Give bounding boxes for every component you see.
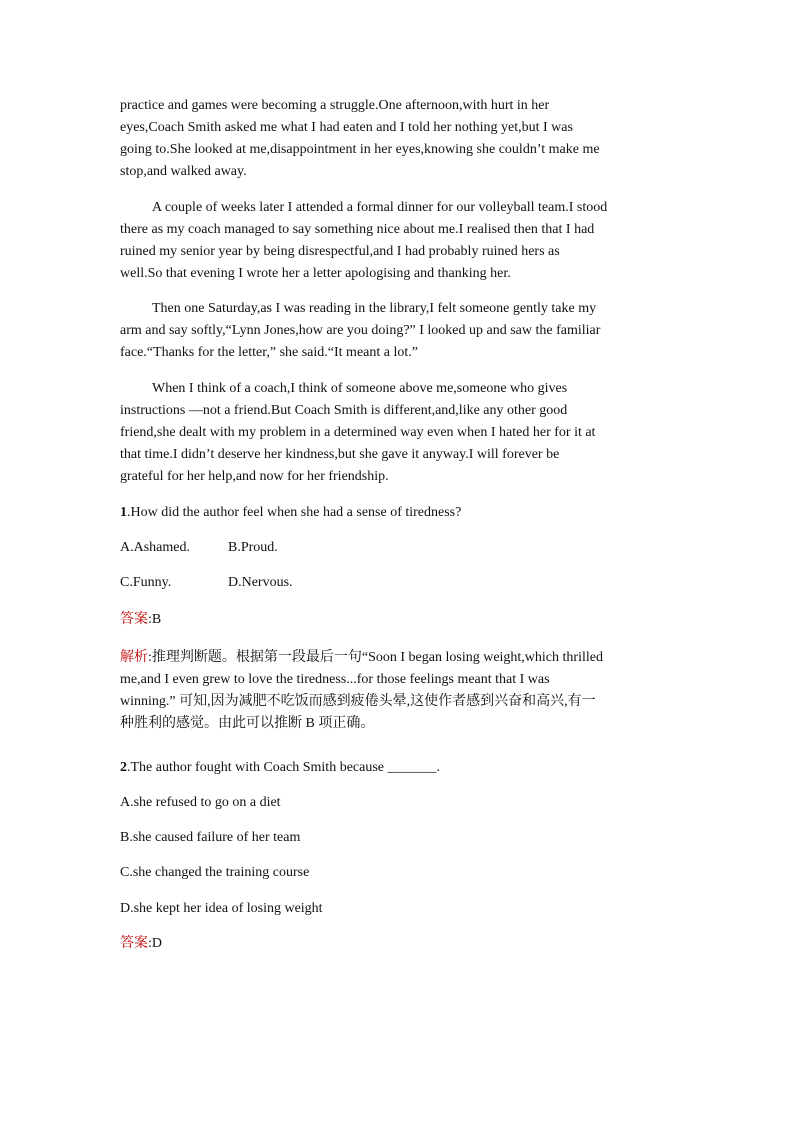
passage-paragraph-4 <box>120 378 676 488</box>
text-line: friend,she dealt with my problem in a determined way even when I hated her for it at <box>120 425 596 440</box>
text-line: going to.She looked at me,disappointment in her eyes,knowing she couldn’t make me <box>120 142 600 157</box>
analysis-text: 种胜利的感觉。由此可以推断 B 项正确。 <box>120 716 375 731</box>
text-line: A couple of weeks later I attended a formal dinner for our volleyball team.I stood <box>152 200 608 215</box>
text-line: face.“Thanks for the letter,” she said.“It meant a lot.” <box>120 345 418 360</box>
passage-paragraph-1 <box>120 95 676 183</box>
text-line: there as my coach managed to say something nice about me.I realised then that I had <box>120 222 595 237</box>
question-number: 1 <box>120 505 127 520</box>
answer-label: 答案 <box>120 936 148 951</box>
text-line: that time.I didn’t deserve her kindness,but she gave it anyway.I will forever be <box>120 447 560 462</box>
answer-value: :D <box>148 936 162 951</box>
passage-paragraph-3 <box>120 298 676 364</box>
text-line: When I think of a coach,I think of someone above me,someone who gives <box>152 381 568 396</box>
answer-value: :B <box>148 612 162 627</box>
text-line: well.So that evening I wrote her a letter apologising and thanking her. <box>120 266 511 281</box>
question-1-options-row-1 <box>120 538 420 558</box>
question-2-option-b: B.she caused failure of her team <box>120 830 301 845</box>
text-line: eyes,Coach Smith asked me what I had eaten and I told her nothing yet,but I was <box>120 120 573 135</box>
question-text: .The author fought with Coach Smith because _______. <box>127 760 440 775</box>
question-1-answer <box>120 610 161 630</box>
question-2-stem <box>120 758 440 778</box>
analysis-text: me,and I even grew to love the tiredness...for those feelings meant that I was <box>120 672 550 687</box>
question-2-option-a: A.she refused to go on a diet <box>120 795 281 810</box>
text-line: Then one Saturday,as I was reading in the library,I felt someone gently take my <box>152 301 597 316</box>
text-line: instructions —not a friend.But Coach Smith is different,and,like any other good <box>120 403 568 418</box>
question-1-analysis <box>120 647 676 735</box>
option-b: B.Proud. <box>228 540 278 555</box>
passage-paragraph-2 <box>120 197 676 285</box>
text-line: practice and games were becoming a struggle.One afternoon,with hurt in her <box>120 98 550 113</box>
question-text: .How did the author feel when she had a sense of tiredness? <box>127 505 462 520</box>
option-a: A.Ashamed. <box>120 540 190 555</box>
question-2-answer <box>120 934 162 954</box>
text-line: ruined my senior year by being disrespectful,and I had probably ruined hers as <box>120 244 560 259</box>
question-number: 2 <box>120 760 127 775</box>
question-1-options-row-2 <box>120 573 420 593</box>
analysis-text: winning.” 可知,因为减肥不吃饭而感到疲倦头晕,这使作者感到兴奋和高兴,有一 <box>120 694 596 709</box>
question-2-option-c: C.she changed the training course <box>120 865 310 880</box>
option-c: C.Funny. <box>120 575 172 590</box>
text-line: arm and say softly,“Lynn Jones,how are you doing?” I looked up and saw the familiar <box>120 323 601 338</box>
analysis-label: 解析 <box>120 650 148 665</box>
answer-label: 答案 <box>120 612 148 627</box>
analysis-text: :推理判断题。根据第一段最后一句“Soon I began losing weight,which thrilled <box>148 650 603 665</box>
text-line: grateful for her help,and now for her friendship. <box>120 469 389 484</box>
text-line: stop,and walked away. <box>120 164 247 179</box>
option-d: D.Nervous. <box>228 575 293 590</box>
question-2-option-d: D.she kept her idea of losing weight <box>120 901 323 916</box>
question-1-stem <box>120 503 461 523</box>
